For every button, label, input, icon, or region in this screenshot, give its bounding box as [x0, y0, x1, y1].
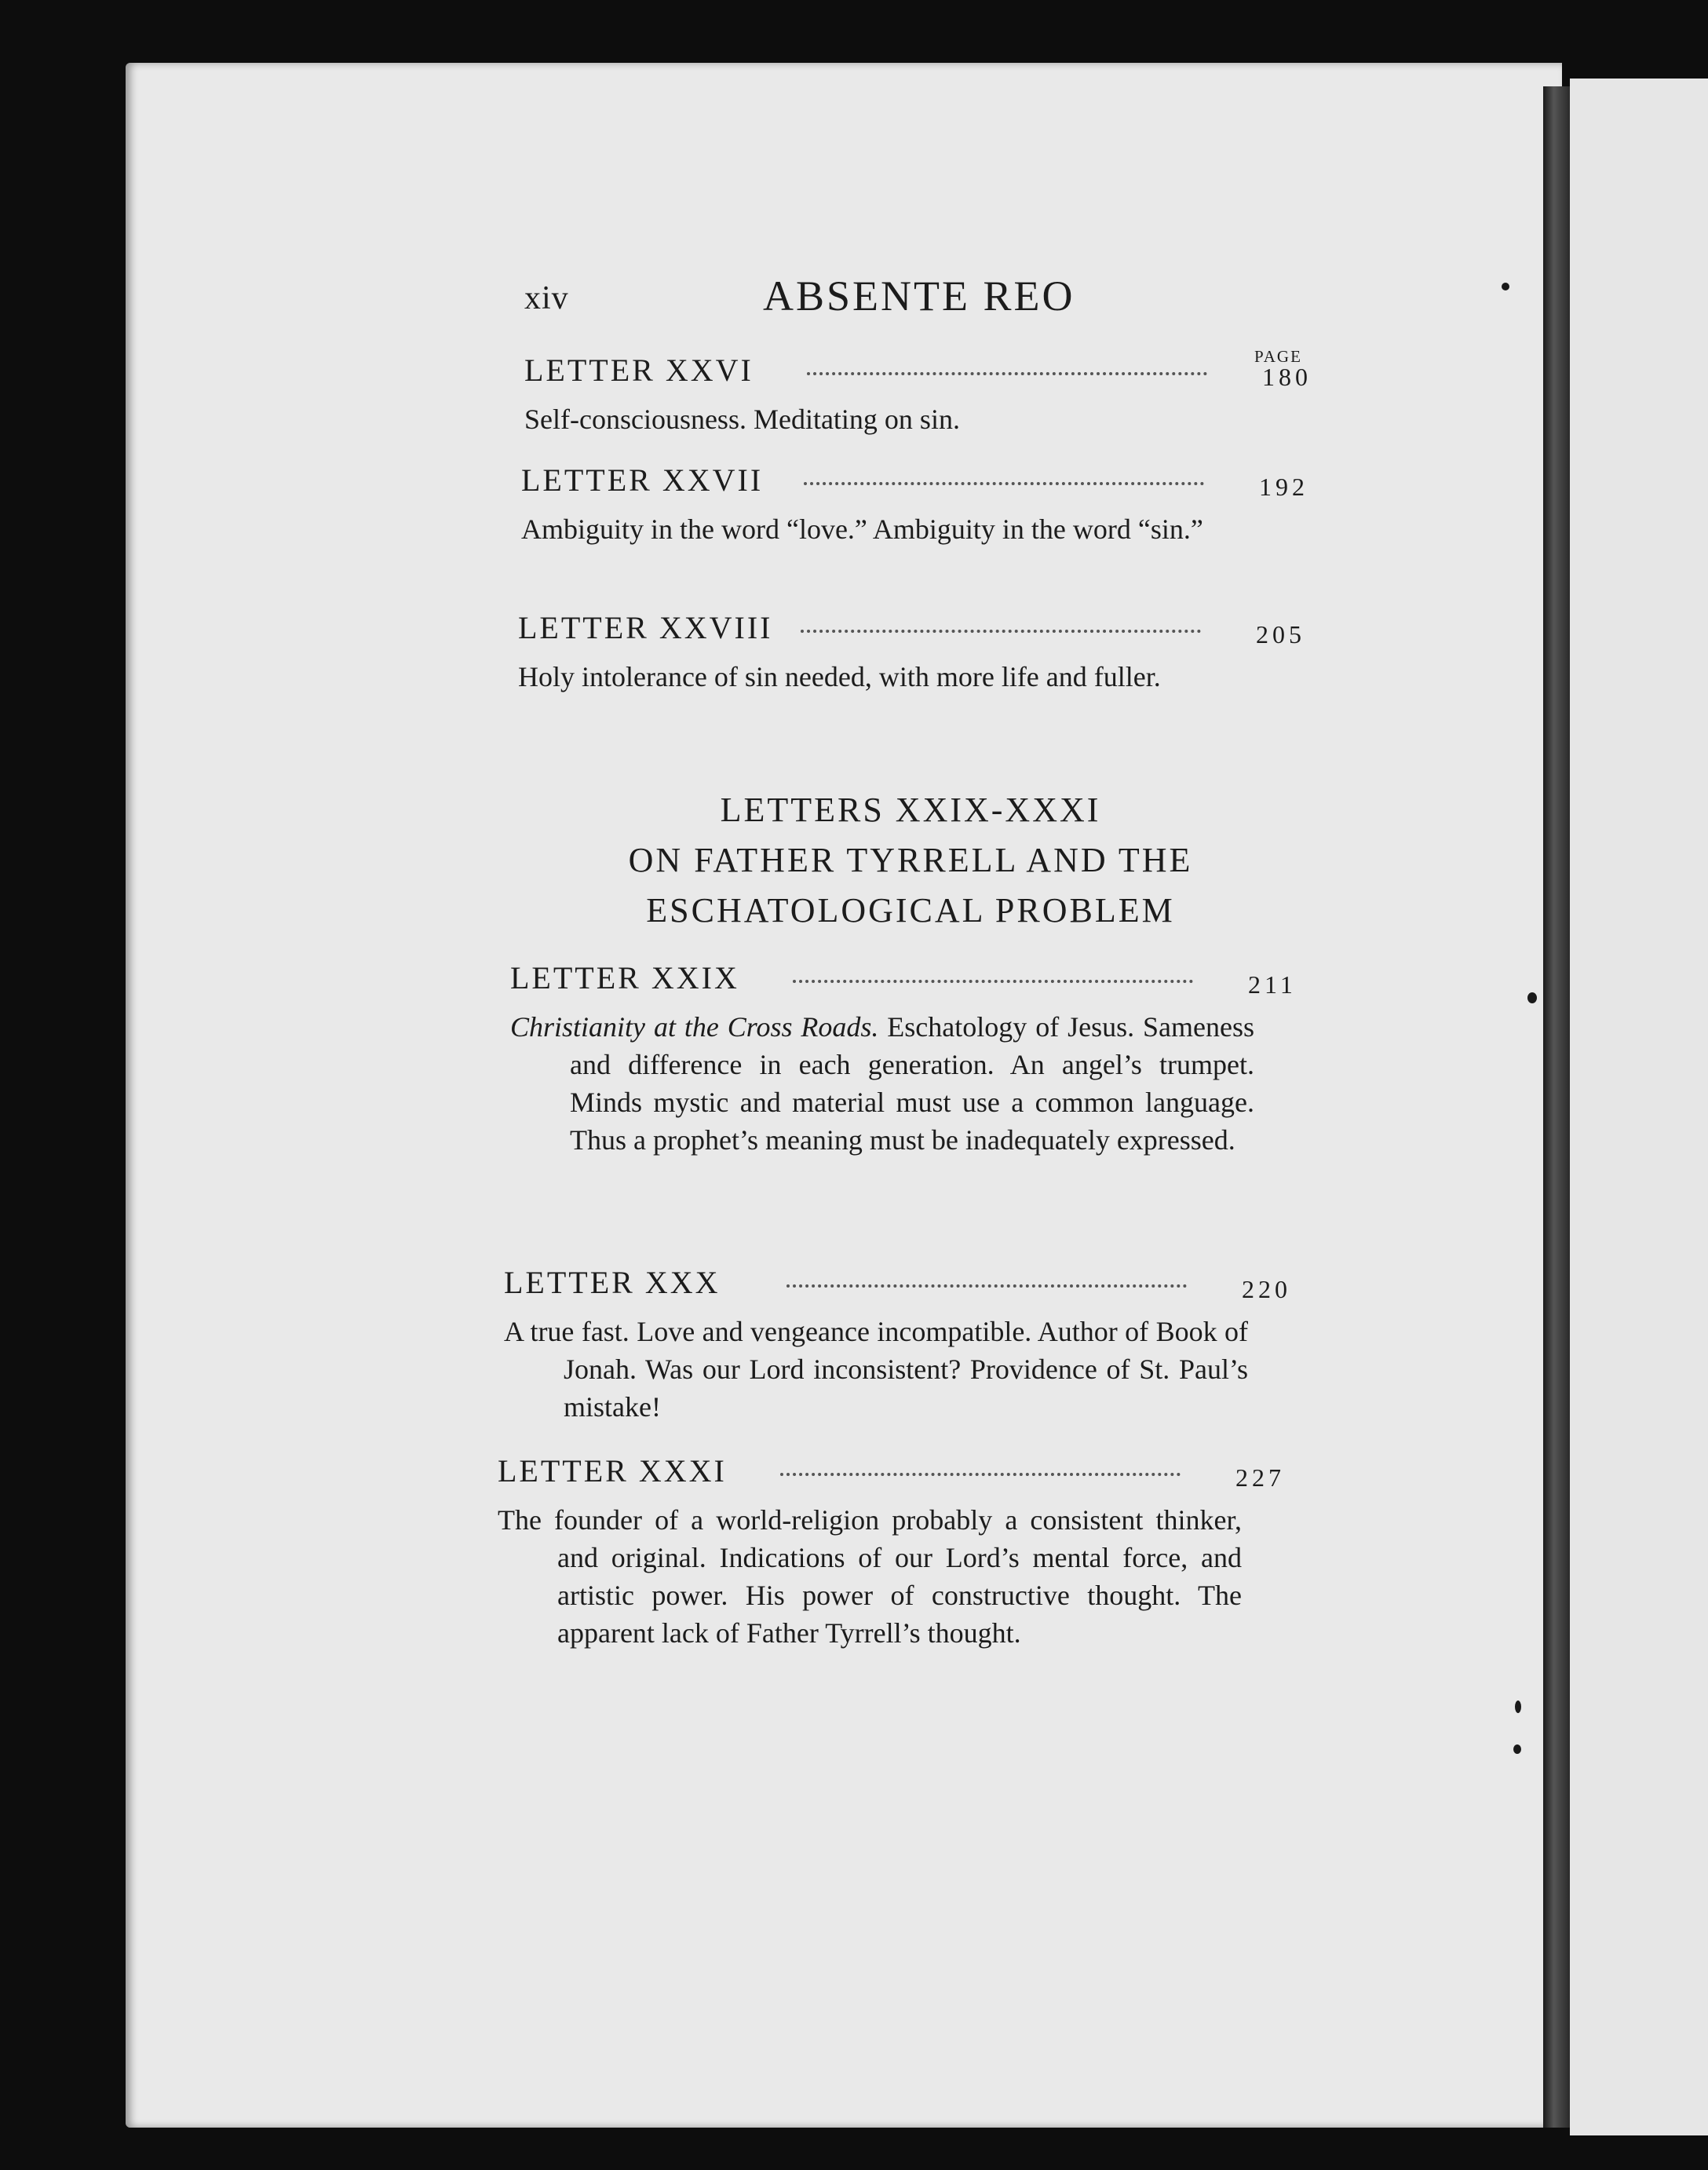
summary-text: Eschatology of Jesus. Sameness and difference in each generation. An angel’s trumpet. Minds mystic and material must use a common language. Thus a prophet’s meaning must be inadequately expressed.: [570, 1011, 1254, 1156]
letter-title: LETTER XXVIII: [518, 610, 773, 645]
page-number: 227: [1235, 1463, 1285, 1492]
page-number: 220: [1242, 1275, 1291, 1303]
book-gutter: [1543, 86, 1570, 2128]
toc-entry: [498, 1452, 1298, 1652]
page-number: 205: [1256, 620, 1305, 648]
letter-summary: The founder of a world-religion probably a consistent thinker, and original. Indications of our Lord’s mental force, and artistic power. His power of constructive thought. The apparent lack of Father Tyrrell’s thought.: [498, 1504, 1242, 1649]
section-heading-line: ON FATHER TYRRELL AND THE: [628, 841, 1193, 879]
letter-summary: Holy intolerance of sin needed, with more life and fuller.: [518, 661, 1161, 692]
section-heading: [518, 785, 1303, 936]
dot-leaders: [801, 622, 1201, 633]
dot-leaders: [780, 1465, 1181, 1476]
page-column-label: PAGE: [1254, 347, 1302, 366]
dot-leaders: [807, 364, 1207, 375]
page-number: 180: [1262, 363, 1312, 391]
toc-entry: [521, 462, 1322, 548]
toc-entry: [518, 609, 1319, 696]
toc-entry: [524, 352, 1325, 438]
letter-title: LETTER XXIX: [510, 960, 739, 995]
toc-entry: [504, 1264, 1305, 1426]
letter-title: LETTER XXXI: [498, 1453, 727, 1489]
book-title: Christianity at the Cross Roads.: [510, 1011, 879, 1043]
letter-summary: Ambiguity in the word “love.” Ambiguity in the word “sin.”: [521, 513, 1203, 545]
running-title: ABSENTE REO: [763, 272, 1075, 320]
scan-speck: [1513, 1744, 1521, 1754]
dot-leaders: [786, 1277, 1187, 1288]
facing-page-edge: [1570, 79, 1708, 2135]
section-heading-line: LETTERS XXIX-XXXI: [720, 791, 1101, 829]
letter-title: LETTER XXVII: [521, 462, 764, 498]
page-number: 192: [1259, 473, 1308, 501]
scan-speck: [1502, 283, 1509, 290]
letter-title: LETTER XXX: [504, 1265, 721, 1300]
letter-summary: A true fast. Love and vengeance incompatible. Author of Book of Jonah. Was our Lord inconsistent? Providence of St. Paul’s mistake!: [504, 1316, 1248, 1423]
dot-leaders: [793, 972, 1193, 983]
section-heading-line: ESCHATOLOGICAL PROBLEM: [646, 891, 1175, 930]
letter-summary: [510, 1008, 1254, 1159]
scan-speck: [1515, 1701, 1521, 1713]
letter-title: LETTER XXVI: [524, 353, 754, 388]
dot-leaders: [804, 474, 1204, 485]
page-number: 211: [1248, 970, 1297, 999]
letter-summary: Self-consciousness. Meditating on sin.: [524, 404, 960, 435]
scan-speck: [1527, 992, 1537, 1003]
toc-entry: [510, 959, 1311, 1159]
page-folio: xiv: [524, 280, 569, 316]
